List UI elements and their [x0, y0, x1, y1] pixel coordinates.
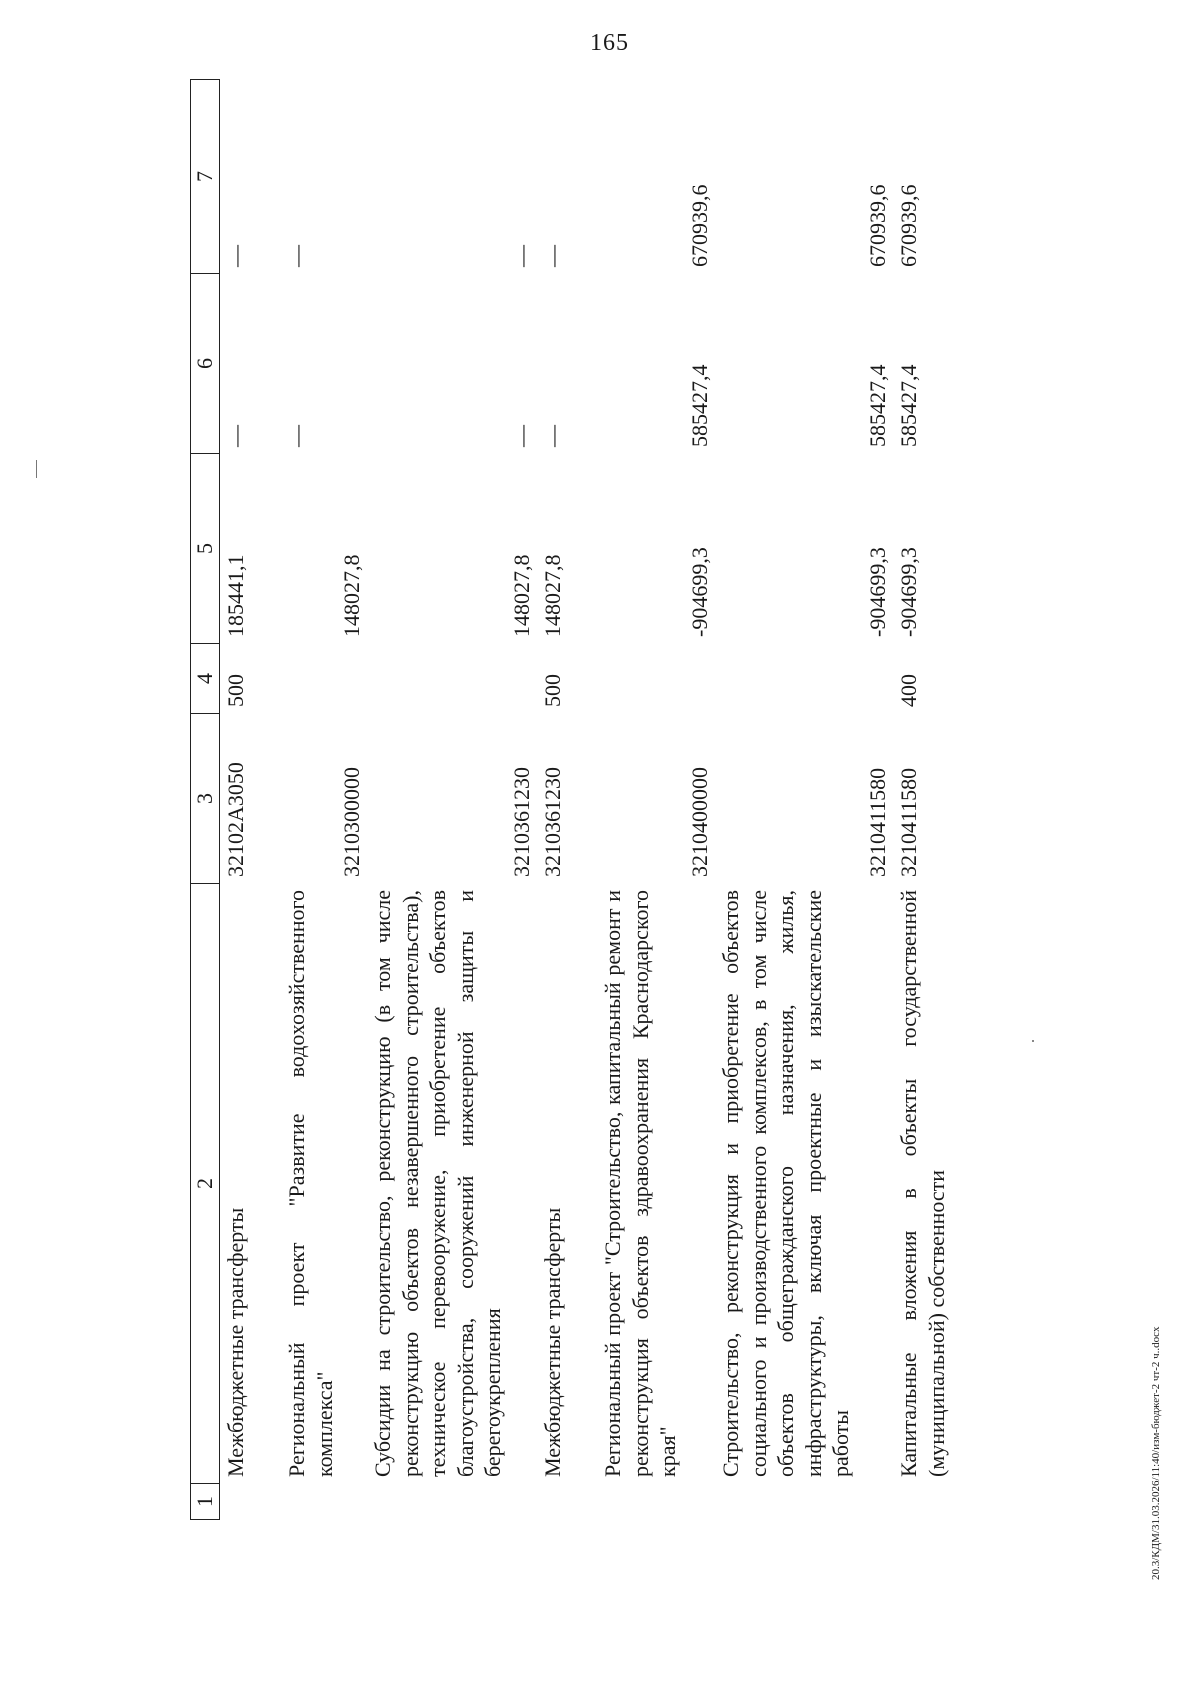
- cell-col-1: [219, 1484, 281, 1520]
- cell-target-code: 3210411580: [896, 767, 921, 877]
- cell-amount-col6: —: [284, 425, 309, 447]
- cell-col-1: [715, 1484, 893, 1520]
- table-row: [281, 80, 367, 1520]
- budget-table: [190, 79, 979, 1520]
- cell-col-1: [597, 1484, 715, 1520]
- cell-description: Капитальные вложения в объекты государственной (муниципальной) собственности: [896, 890, 949, 1477]
- cell-description: Субсидии на строительство, реконструкцию (в том числе реконструкцию объектов незавершенного строительства), техническое перевооружение, приобретение объектов благоустройства, сооружений инженерной защиты и берегоукрепления: [370, 890, 505, 1477]
- header-col-7: 7: [191, 80, 220, 274]
- cell-amount-col6: —: [540, 425, 565, 447]
- rotated-table-container: [190, 80, 1040, 1520]
- cell-expense-type: 500: [222, 674, 248, 707]
- table-row: [715, 80, 893, 1520]
- header-col-2: 2: [191, 884, 220, 1484]
- cell-amount-col7: 670939,6: [896, 184, 921, 267]
- cell-target-code: 32102А3050: [222, 762, 248, 877]
- cell-amount-col5: -904699,3: [686, 547, 712, 637]
- cell-expense-type: [597, 644, 715, 714]
- cell-target-code: 3210300000: [338, 767, 364, 877]
- cell-description: Межбюджетные трансферты: [222, 1207, 248, 1477]
- table-row: [367, 80, 537, 1520]
- cell-amount-col6: —: [222, 425, 248, 447]
- cell-expense-type: [281, 644, 367, 714]
- cell-amount-col5: -904699,3: [896, 547, 921, 637]
- document-footer-note: 20.3/КДМ/31.03.2026/11:40/изм-бюджет-2 чт-2 ч..docx: [1150, 1326, 1162, 1580]
- cell-col-1: [537, 1484, 597, 1520]
- cell-col-1: [367, 1484, 537, 1520]
- cell-amount-col5: 148027,8: [540, 554, 565, 637]
- header-col-5: 5: [191, 454, 220, 644]
- cell-description: Региональный проект "Развитие водохозяйственного комплекса": [284, 890, 337, 1477]
- cell-col-1: [893, 1484, 979, 1520]
- header-col-1: 1: [191, 1484, 220, 1520]
- cell-amount-col5: 148027,8: [338, 554, 364, 637]
- cell-amount-col7: 670939,6: [864, 184, 890, 267]
- header-col-3: 3: [191, 714, 220, 884]
- cell-amount-col5: 185441,1: [222, 554, 248, 637]
- cell-expense-type: 500: [540, 674, 565, 707]
- cell-amount-col7: —: [540, 245, 565, 267]
- cell-amount-col7: 670939,6: [686, 184, 712, 267]
- table-row: [597, 80, 715, 1520]
- cell-amount-col7: —: [508, 245, 534, 267]
- scan-artifact: [1032, 1040, 1034, 1042]
- cell-expense-type: [715, 644, 893, 714]
- cell-amount-col5: -904699,3: [864, 547, 890, 637]
- table-row: [537, 80, 597, 1520]
- cell-expense-type: [367, 644, 537, 714]
- cell-description: Региональный проект "Строительство, капитальный ремонт и реконструкция объектов здравоохранения Краснодарского края": [600, 890, 680, 1477]
- cell-description: Межбюджетные трансферты: [540, 1207, 565, 1477]
- scan-artifact: [36, 460, 37, 478]
- cell-target-code: 3210361230: [508, 767, 534, 877]
- cell-col-1: [281, 1484, 367, 1520]
- cell-target-code: 3210400000: [686, 767, 712, 877]
- header-row: [191, 80, 220, 1520]
- page-number: 165: [590, 30, 629, 56]
- cell-description: Строительство, реконструкция и приобретение объектов социального и производственного комплексов, в том числе объектов общегражданского назначения, жилья, инфраструктуры, включая проектные и изыскательские работы: [718, 890, 853, 1477]
- cell-amount-col5: 148027,8: [508, 554, 534, 637]
- table-row: [219, 80, 281, 1520]
- cell-amount-col6: 585427,4: [686, 364, 712, 447]
- header-col-4: 4: [191, 644, 220, 714]
- cell-target-code: 3210411580: [864, 767, 890, 877]
- cell-amount-col7: —: [284, 245, 309, 267]
- cell-amount-col6: 585427,4: [864, 364, 890, 447]
- header-col-6: 6: [191, 274, 220, 454]
- cell-amount-col7: —: [222, 245, 248, 267]
- cell-target-code: 3210361230: [540, 767, 565, 877]
- cell-amount-col6: 585427,4: [896, 364, 921, 447]
- table-row: [893, 80, 979, 1520]
- cell-expense-type: 400: [896, 674, 921, 707]
- cell-amount-col6: —: [508, 425, 534, 447]
